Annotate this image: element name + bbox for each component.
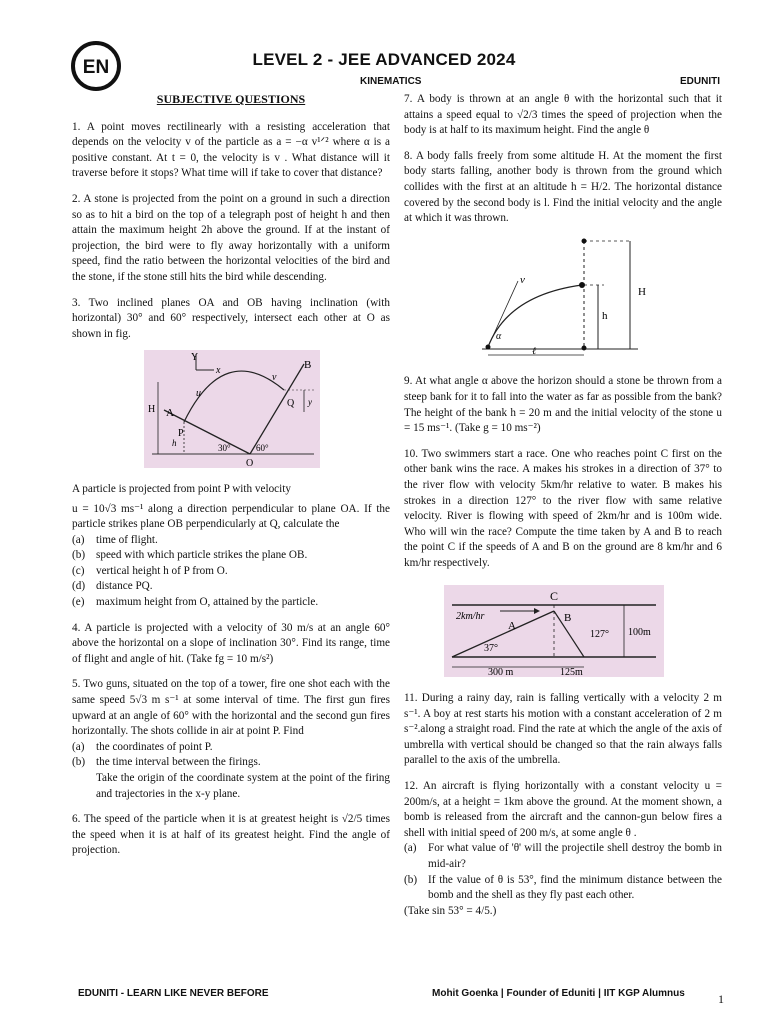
page-title: LEVEL 2 - JEE ADVANCED 2024 xyxy=(252,50,516,69)
fig3-y-label: Y xyxy=(191,352,199,364)
question-2-text: 2. A stone is projected from the point on a ground in such a direction so as to hit a bird on the top of a telegraph post of height h and then attain the maximum height 2h above the ground. If at the instant of projection, the bird were to fly away horizontally with a uniform speed, find the ratio between the horizontal velocities of the bird and the stone, if the stone still hits the bird while descending. xyxy=(72,192,390,283)
fig3-ysmall-label: y xyxy=(308,397,312,408)
fig10-c-label: C xyxy=(550,589,559,604)
footer-author: Mohit Goenka | Founder of Eduniti | IIT KGP Alumnus xyxy=(432,988,685,999)
footer-tagline: EDUNITI - LEARN LIKE NEVER BEFORE xyxy=(78,988,269,999)
question-3-options xyxy=(72,533,390,611)
fig3-a-label: A xyxy=(166,407,174,420)
logo-text: EN xyxy=(82,57,110,78)
question-6 xyxy=(72,812,390,859)
question-1-text: 1. A point moves rectilinearly with a resisting acceleration that depends on the velocity v of the particle as a = −α v¹ᐟ² where α is a positive constant. At t = 0, the velocity is v . What distance will it traverse before it stops? What time will if take to cover that distance? xyxy=(72,120,390,180)
question-8 xyxy=(404,149,722,227)
fig3-x-label: x xyxy=(216,365,221,377)
fig3-h-label: h xyxy=(172,438,177,449)
fig10-flow-label: 2km/hr xyxy=(456,611,485,623)
question-12-tail: (Take sin 53° = 4/5.) xyxy=(404,904,497,917)
question-3-cont: A particle is projected from point P with velocity xyxy=(72,482,291,495)
question-12 xyxy=(404,779,722,919)
question-11 xyxy=(404,691,722,769)
fig10-37-label: 37° xyxy=(484,643,498,655)
fig3-q-label: Q xyxy=(287,398,295,410)
section-heading: SUBJECTIVE QUESTIONS xyxy=(156,92,306,106)
question-8-text: 8. A body falls freely from some altitude H. At the moment the first body starts falling, another body is thrown from the ground which collides with the first at an altitude h = H/2. The horizontal distance covered by the second body is l. Find the initial velocity and the angle at which it was thrown. xyxy=(404,149,722,225)
question-10 xyxy=(404,447,722,572)
option-item: (d) distance PQ. xyxy=(72,580,153,593)
fig10-b-label: B xyxy=(564,612,572,625)
question-9-text: 9. At what angle α above the horizon should a stone be thrown from a steep bank for it to fall into the water as far as possible from the bank? The height of the bank h = 20 m and the initial velocity of the stone u = 15 ms⁻¹. (Take g = 10 ms⁻²) xyxy=(404,375,722,435)
option-item: (a) time of flight. xyxy=(72,533,158,546)
option-item: (a) For what value of 'θ' will the projectile shell destroy the bomb in mid-air? xyxy=(404,842,722,870)
figure-inclined-planes xyxy=(144,350,320,468)
option-item: (a) the coordinates of point P. xyxy=(72,740,213,753)
brand-label: EDUNITI xyxy=(680,76,720,87)
fig10-w-label: 100m xyxy=(628,627,651,639)
fig3-hbig-label: H xyxy=(148,404,156,416)
question-5-tail: Take the origin of the coordinate system at the point of the firing and trajectories in the x-y plane. xyxy=(96,772,390,800)
question-5 xyxy=(72,677,390,802)
question-2 xyxy=(72,192,390,286)
question-3 xyxy=(72,296,390,343)
fig3-b-label: B xyxy=(304,359,312,372)
option-item: (b) speed with which particle strikes the plane OB. xyxy=(72,549,308,562)
option-item: (e) maximum height from O, attained by the particle. xyxy=(72,596,319,609)
fig8-H-label: H xyxy=(638,285,646,298)
question-3-text: 3. Two inclined planes OA and OB having inclination (with horizontal) 30° and 60° respectively, intersect each other at O as shown in fig. xyxy=(72,296,390,340)
question-7-text: 7. A body is thrown at an angle θ with the horizontal such that it attains a speed equal to √2/3 times the speed of projection when the body is at half to its maximum height. Find the angle θ xyxy=(404,93,722,137)
question-3-continued xyxy=(72,482,390,611)
fig8-v-label: v xyxy=(520,273,525,286)
fig3-60-label: 60° xyxy=(256,443,269,454)
question-6-text: 6. The speed of the particle when it is at greatest height is √2/5 times the speed when it is at half of its greatest height. Find the angle of projection. xyxy=(72,813,390,857)
question-10-text: 10. Two swimmers start a race. One who reaches point C first on the other bank wins the race. A makes his strokes in a direction of 37° to the river flow with velocity 5km/hr relative to water. B makes his strokes in a direction 127° to the river flow with same relative velocity. River is flowing with speed of 2km/hr and is 100m wide. Who will win the race? Compute the time taken by A and B to reach the point C if the speeds of A and B on the ground are 8 km/hr and 6 km/hr respectively. xyxy=(404,447,722,569)
question-9 xyxy=(404,374,722,436)
question-1 xyxy=(72,120,390,182)
left-column xyxy=(72,92,390,869)
question-4-text: 4. A particle is projected with a velocity of 30 m/s at an angle 60° above the horizontal on a slope of inclination 30°. Find its range, time of flight and angle of hit. (Take fg = 10 m/s²) xyxy=(72,621,390,665)
fig10-d1-label: 300 m xyxy=(488,667,514,678)
question-4 xyxy=(72,621,390,668)
fig3-30-label: 30° xyxy=(218,443,231,454)
question-7 xyxy=(404,92,722,139)
question-5-text: 5. Two guns, situated on the top of a tower, fire one shot each with the same speed 5√3 m s⁻¹ at some interval of time. The first gun fires upward at an angle of 60° with the horizontal and the second gun fires horizontally. The shots collide in air at point P. Find xyxy=(72,678,390,738)
question-12-text: 12. An aircraft is flying horizontally with a constant velocity u = 200m/s, at a height = 1km above the ground. At the moment shown, a bomb is released from the aircraft and the cannon-gun below fires a shell with initial speed of 200 m/s, at some angle θ . xyxy=(404,780,722,839)
fig3-o-label: O xyxy=(246,458,254,469)
option-item: (b) the time interval between the firings. xyxy=(72,756,261,769)
option-item: (b) If the value of θ is 53°, find the minimum distance between the bomb and the shell as they fly past each other. xyxy=(404,873,722,902)
page-number: 1 xyxy=(718,992,724,1006)
subject-label: KINEMATICS xyxy=(360,76,422,87)
option-item: (c) vertical height h of P from O. xyxy=(72,564,228,577)
fig10-127-label: 127° xyxy=(590,629,609,641)
fig8-l-label: ℓ xyxy=(532,345,537,357)
question-12-options xyxy=(404,841,722,903)
fig10-d2-label: 125m xyxy=(560,667,583,678)
fig3-p-label: P xyxy=(178,428,184,440)
fig10-a-label: A xyxy=(508,620,516,633)
question-11-text: 11. During a rainy day, rain is falling vertically with a velocity 2 m s⁻¹. A boy at rest starts his motion with a constant acceleration of 2 m s⁻².along a straight road. Find the rate at which the angle of the axis of umbrella with vertical should be changed so that the rain always falls parallel to the axis of the umbrella. xyxy=(404,692,722,767)
figure-free-fall xyxy=(478,235,678,361)
fig8-h-label: h xyxy=(602,309,608,322)
question-5-options xyxy=(72,740,390,771)
fig8-alpha-label: α xyxy=(496,330,502,342)
fig3-v-label: v xyxy=(272,372,277,384)
right-column xyxy=(404,92,722,929)
fig3-u-label: u xyxy=(196,388,201,400)
question-3-formula: u = 10√3 ms⁻¹ along a direction perpendicular to plane OA. If the particle strikes plane OB perpendicularly at Q, calculate the xyxy=(72,502,390,531)
figure-swimmers xyxy=(444,585,664,677)
